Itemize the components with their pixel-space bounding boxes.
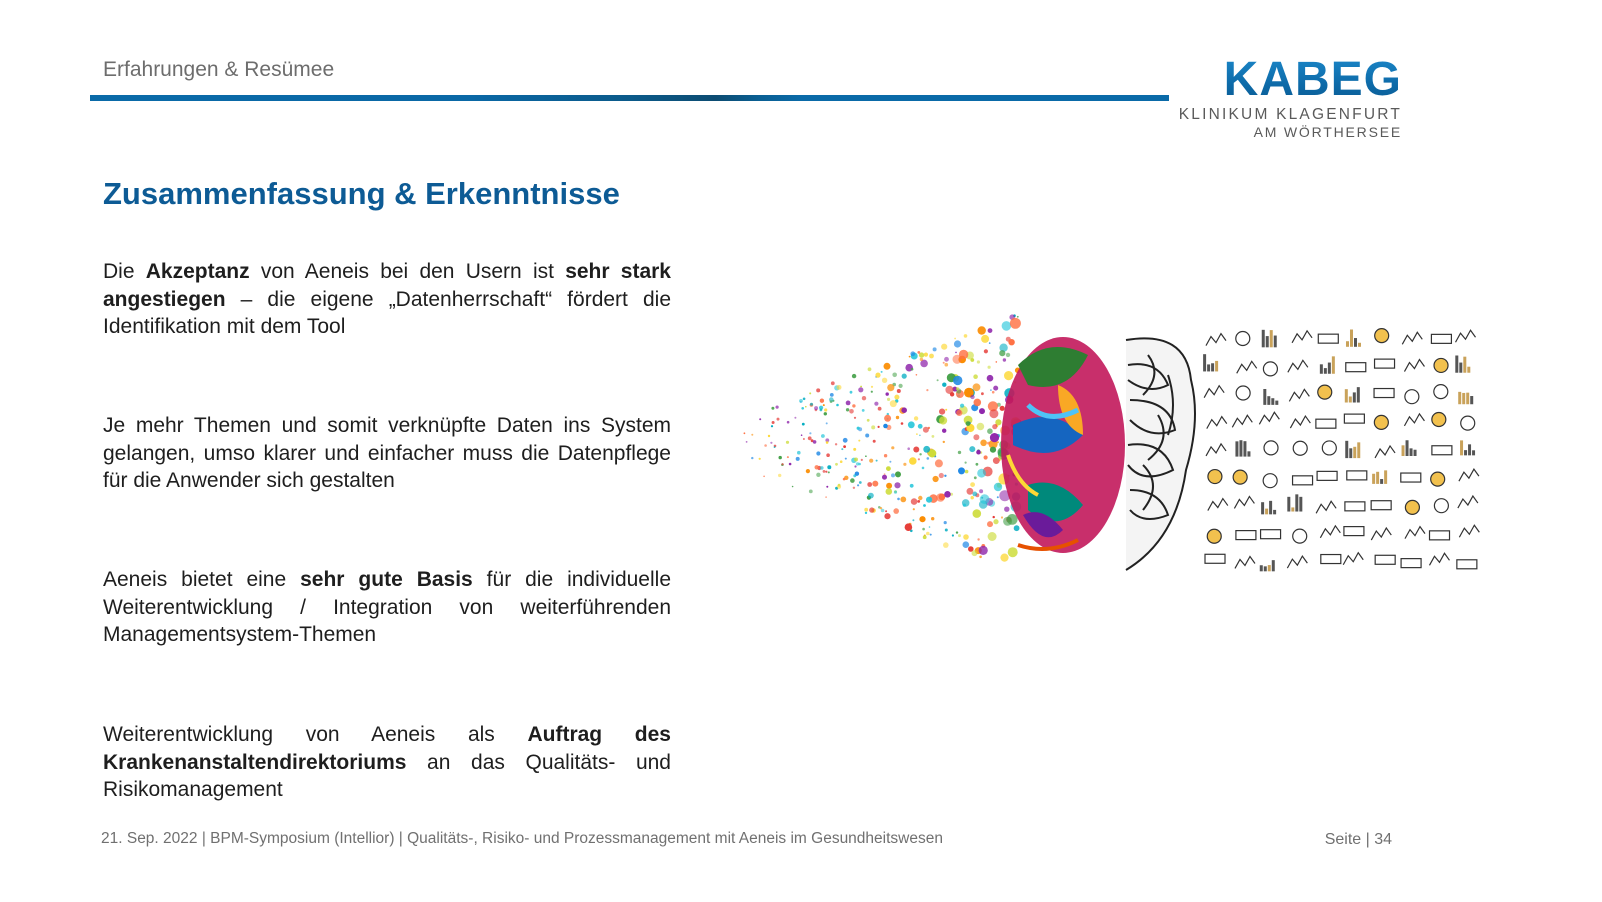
page-number: Seite | 34 (1324, 831, 1392, 848)
section-title: Erfahrungen & Resümee (103, 58, 335, 81)
paragraph-data-maintenance: Je mehr Themen und somit verknüpfte Daten ins System gelangen, umso klarer und einfacher muss die Datenpflege für die Anwender sich gestalten (103, 414, 671, 492)
logo-wordmark: KABEG (1170, 56, 1402, 104)
logo-subtitle-line1: KLINIKUM KLAGENFURT (1178, 106, 1402, 123)
paragraph-acceptance: Die Akzeptanz von Aeneis bei den Usern ist sehr stark angestiegen – die eigene „Datenherrschaft“ fördert die Identifikation mit dem Tool (103, 260, 671, 338)
header-rule (90, 95, 1169, 101)
page-title: Zusammenfassung & Erkenntnisse (103, 176, 620, 211)
paragraph-mandate: Weiterentwicklung von Aeneis als Auftrag des Krankenanstaltendirektoriums an das Qualitäts- und Risikomanagement (103, 723, 671, 801)
paragraph-basis: Aeneis bietet eine sehr gute Basis für die individuelle Weiterentwicklung / Integration von weiterführenden Managementsystem-Themen (103, 568, 671, 646)
kabeg-logo (1170, 53, 1402, 140)
footer-text: 21. Sep. 2022 | BPM-Symposium (Intellior) | Qualitäts-, Risiko- und Prozessmanagement mit Aeneis im Gesundheitswesen (101, 830, 943, 847)
logo-subtitle-line2: AM WÖRTHERSEE (1253, 124, 1402, 140)
brain-illustration-icon (728, 305, 1488, 580)
